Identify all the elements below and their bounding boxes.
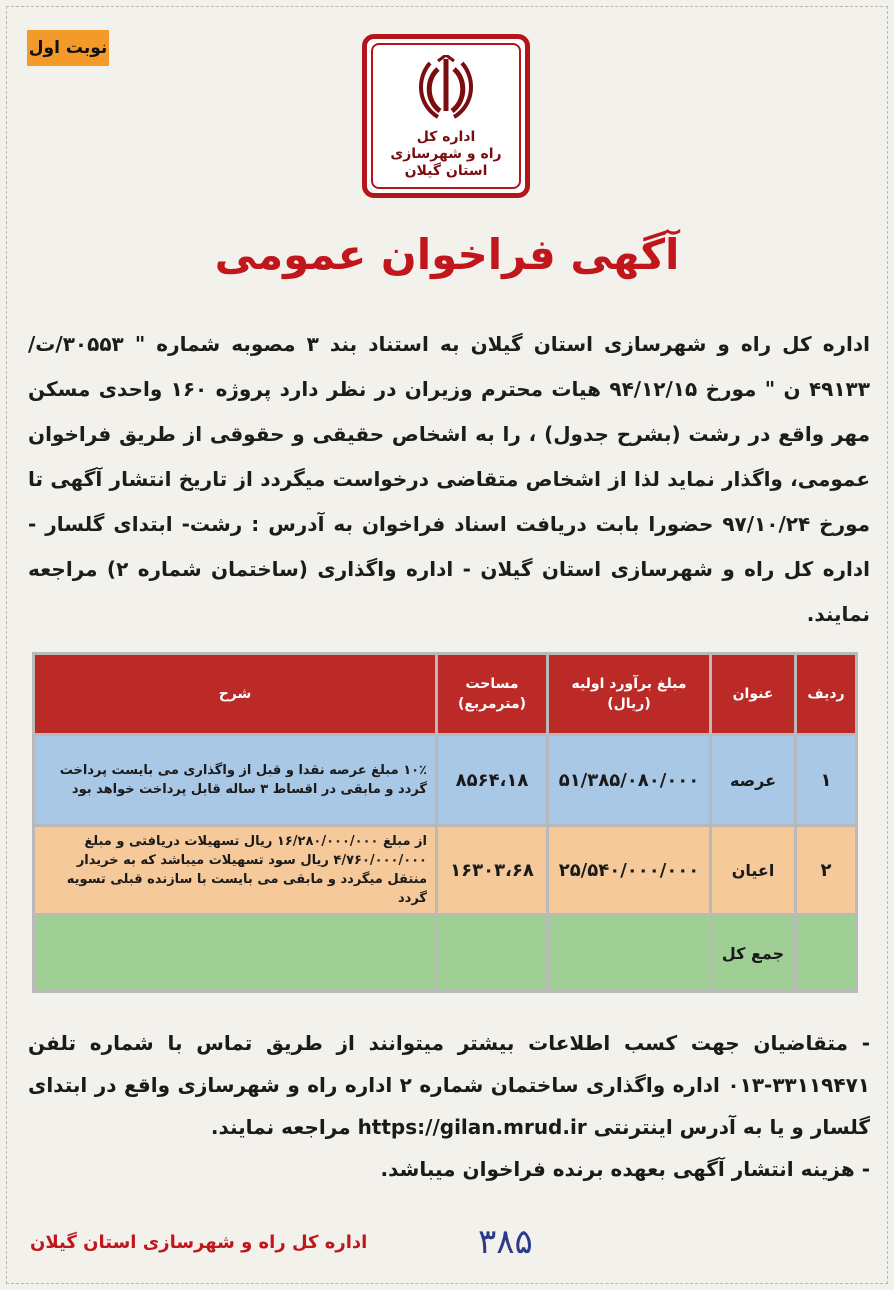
announcement-paragraph: اداره کل راه و شهرسازی استان گیلان به استناد بند ۳ مصوبه شماره " ۳۰۵۵۳/ت/۴۹۱۳۳ ن " مورخ ۹۴/۱۲/۱۵ هیات محترم وزیران در نظر دارد پروژه ۱۶۰ واحدی مسکن مهر واقع در رشت (بشرح جدول) ، را به اشخاص حقیقی و حقوقی از طریق فراخوان عمومی، واگذار نماید لذا از اشخاص متقاضی درخواست میگردد از تاریخ انتشار آگهی تا مورخ ۹۷/۱۰/۲۴ حضورا بابت دریافت اسناد فراخوان به آدرس : رشت- ابتدای گلسار - اداره کل راه و شهرسازی استان گیلان - اداره واگذاری (ساختمان شماره ۲) مراجعه نمایند. [28, 332, 871, 626]
organization-logo [362, 34, 530, 198]
table-total-row [35, 916, 855, 990]
cell-desc: از مبلغ ۱۶/۲۸۰/۰۰۰/۰۰۰ ریال تسهیلات دریافتی و مبلغ ۴/۷۶۰/۰۰۰/۰۰۰ ریال سود تسهیلات میباشد که به خریدار منتقل میگردد و مابقی می بایست با سازنده قبلی تسویه گردد [35, 827, 435, 913]
logo-line-3: استان گیلان [404, 163, 488, 179]
cell-total-amount [549, 916, 709, 990]
header-amount: مبلغ برآورد اولیه (ریال) [549, 655, 709, 733]
header-desc: شرح [35, 655, 435, 733]
cell-total-label: جمع کل [712, 916, 794, 990]
offer-table [32, 652, 858, 993]
header-idx: ردیف [797, 655, 855, 733]
cell-amount: ۵۱/۳۸۵/۰۸۰/۰۰۰ [549, 736, 709, 824]
logo-line-1: اداره کل [416, 129, 476, 145]
table-row [35, 827, 855, 913]
footer-notes [28, 1022, 870, 1190]
header-area: مساحت (مترمربع) [438, 655, 546, 733]
logo-inner-border [371, 43, 521, 189]
page-title: آگهی فراخوان عمومی [214, 230, 680, 279]
cell-area: ۱۶۳۰۳،۶۸ [438, 827, 546, 913]
note-cost: - هزینه انتشار آگهی بعهده برنده فراخوان میباشد. [380, 1157, 870, 1181]
cell-desc: ۱۰٪ مبلغ عرصه نقدا و قبل از واگذاری می بایست پرداخت گردد و مابقی در اقساط ۳ ساله قابل پرداخت خواهد بود [35, 736, 435, 824]
note-contact: - متقاضیان جهت کسب اطلاعات بیشتر میتوانند از طریق تماس با شماره تلفن ۳۳۱۱۹۴۷۱-۰۱۳ اداره واگذاری ساختمان شماره ۲ اداره راه و شهرسازی واقع در ابتدای گلسار و یا به آدرس اینترنتی https://gilan.mrud.ir مراجعه نمایند. [28, 1031, 870, 1139]
cell-idx: ۱ [797, 736, 855, 824]
cell-idx: ۲ [797, 827, 855, 913]
cell-total-area [438, 916, 546, 990]
table-header-row [35, 655, 855, 733]
cell-title: عرصه [712, 736, 794, 824]
header-title: عنوان [712, 655, 794, 733]
logo-line-2: راه و شهرسازی [390, 146, 502, 162]
handwritten-number: ۳۸۵ [478, 1222, 533, 1262]
publication-badge: نوبت اول [27, 30, 109, 66]
table-row [35, 736, 855, 824]
cell-total-empty [797, 916, 855, 990]
cell-area: ۸۵۶۴،۱۸ [438, 736, 546, 824]
issuer-signature: اداره کل راه و شهرسازی استان گیلان [30, 1232, 368, 1253]
cell-amount: ۲۵/۵۴۰/۰۰۰/۰۰۰ [549, 827, 709, 913]
cell-title: اعیان [712, 827, 794, 913]
cell-total-desc [35, 916, 435, 990]
